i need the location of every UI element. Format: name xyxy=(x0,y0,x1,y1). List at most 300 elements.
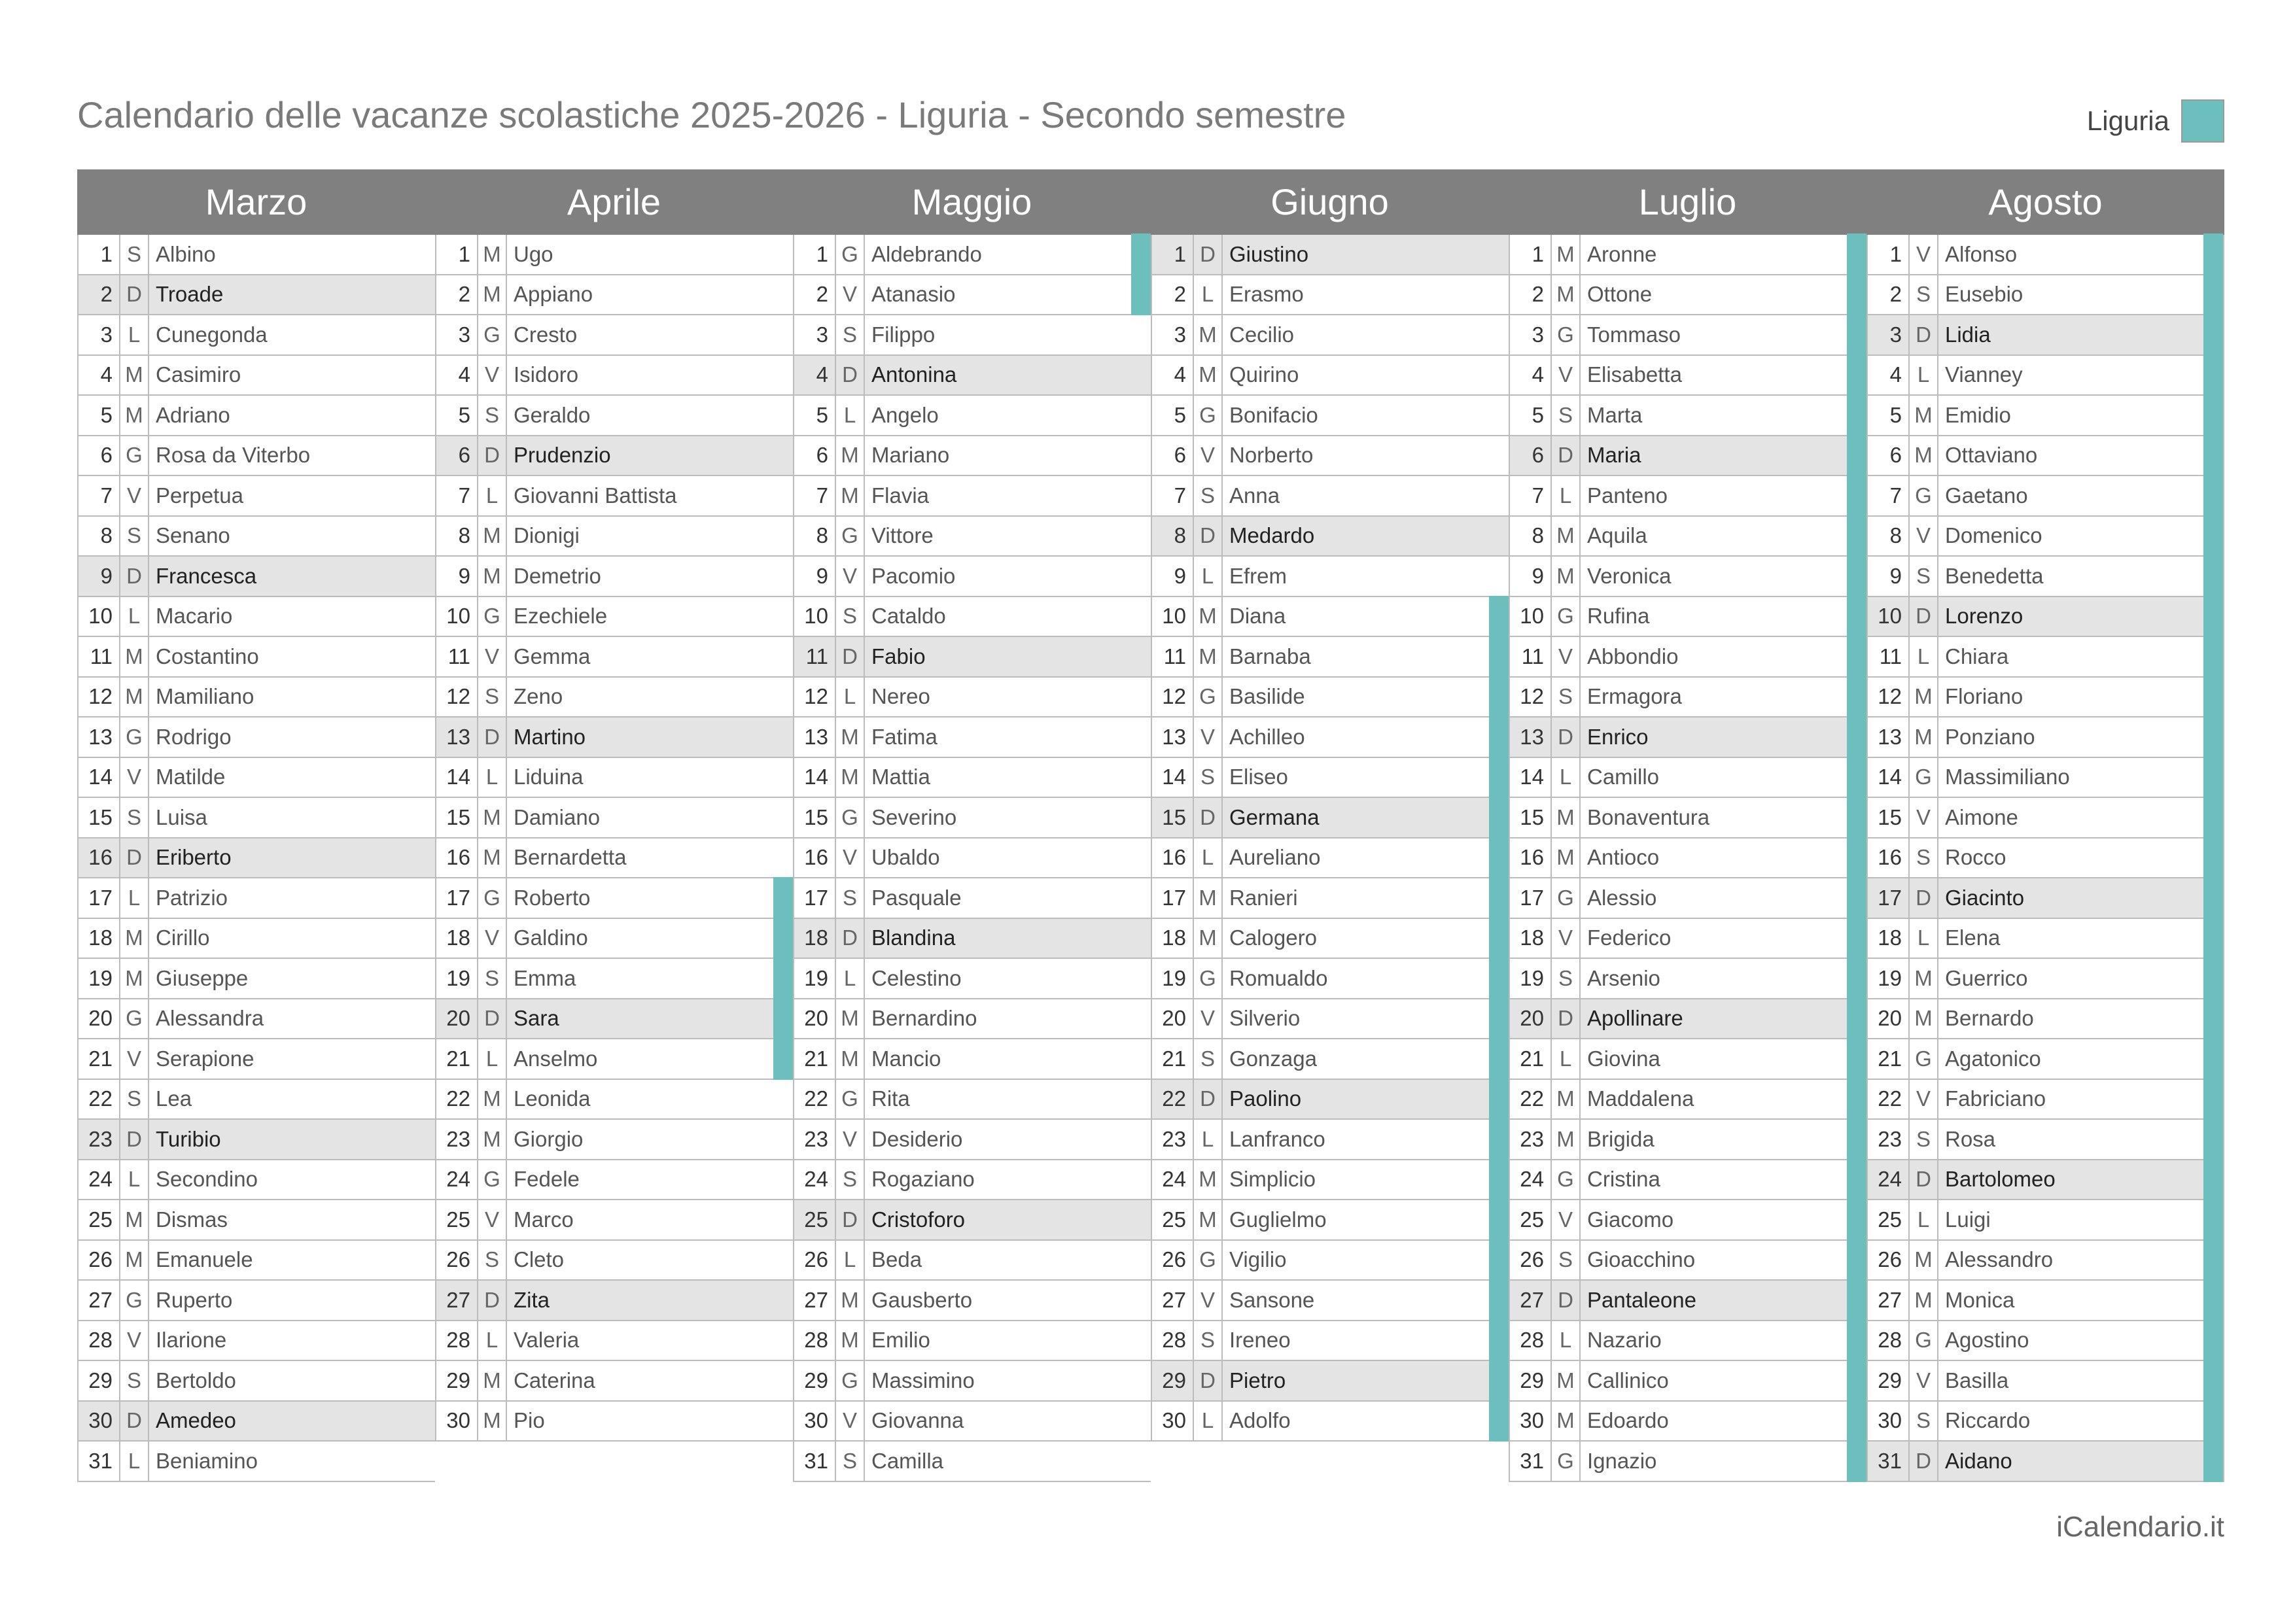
day-number: 21 xyxy=(794,1039,836,1079)
day-number: 17 xyxy=(1152,878,1194,918)
saint-name: Maria xyxy=(1587,443,1641,468)
day-row xyxy=(1151,1402,1509,1442)
calendar-grid xyxy=(77,169,2224,1482)
day-of-week: S xyxy=(120,1361,149,1400)
day-row xyxy=(1866,1321,2224,1362)
holiday-marker xyxy=(1847,394,1866,436)
day-number: 14 xyxy=(1868,758,1910,797)
holiday-marker xyxy=(2203,636,2223,678)
day-of-week: S xyxy=(1910,1120,1938,1159)
day-number: 12 xyxy=(1868,678,1910,717)
day-number: 29 xyxy=(1510,1361,1552,1400)
day-row xyxy=(1509,1241,1866,1281)
day-number: 28 xyxy=(794,1321,836,1360)
day-row xyxy=(793,356,1151,396)
day-row xyxy=(793,436,1151,477)
saint-name: Nereo xyxy=(871,684,930,709)
day-row xyxy=(1509,798,1866,838)
day-row xyxy=(435,758,793,799)
day-of-week: D xyxy=(478,436,507,475)
holiday-marker xyxy=(1847,314,1866,356)
day-number: 10 xyxy=(436,597,478,636)
day-number: 13 xyxy=(436,717,478,757)
day-row xyxy=(1151,476,1509,517)
day-number: 1 xyxy=(1152,235,1194,274)
holiday-marker xyxy=(1489,1118,1509,1160)
saint-name: Riccardo xyxy=(1945,1408,2031,1433)
saint-name: Cataldo xyxy=(871,604,946,629)
day-of-week: D xyxy=(120,1402,149,1441)
day-of-week: S xyxy=(1194,1039,1223,1079)
saint-name: Matilde xyxy=(156,765,226,789)
day-of-week: L xyxy=(836,678,865,717)
day-number: 2 xyxy=(436,275,478,315)
day-of-week: D xyxy=(1910,1442,1938,1481)
saint-name: Damiano xyxy=(514,804,601,829)
day-of-week: L xyxy=(478,1039,507,1079)
day-row xyxy=(1151,919,1509,959)
day-number: 25 xyxy=(79,1200,120,1239)
day-number: 24 xyxy=(1152,1160,1194,1200)
day-of-week: S xyxy=(478,678,507,717)
day-number: 11 xyxy=(1510,637,1552,676)
footer-brand[interactable]: iCalendario.it xyxy=(2056,1511,2224,1543)
day-number: 2 xyxy=(79,275,120,315)
day-row xyxy=(1866,1080,2224,1120)
day-number: 9 xyxy=(79,557,120,596)
day-of-week: G xyxy=(1194,396,1223,435)
day-row xyxy=(77,396,435,436)
day-number: 16 xyxy=(1510,838,1552,878)
day-row xyxy=(793,919,1151,959)
day-row xyxy=(1151,1200,1509,1241)
day-of-week: M xyxy=(1552,798,1581,837)
day-row xyxy=(1151,959,1509,999)
day-row xyxy=(1866,999,2224,1040)
saint-name: Bernardo xyxy=(1945,1006,2034,1031)
saint-name: Rogaziano xyxy=(871,1167,975,1192)
saint-name: Blandina xyxy=(871,925,956,950)
day-of-week: D xyxy=(836,356,865,395)
saint-name: Arsenio xyxy=(1587,965,1660,990)
day-number: 11 xyxy=(1152,637,1194,676)
day-row xyxy=(1151,999,1509,1040)
day-number: 22 xyxy=(436,1080,478,1119)
day-of-week: D xyxy=(1910,878,1938,918)
day-row xyxy=(77,1039,435,1080)
saint-name: Pio xyxy=(514,1408,545,1433)
day-number: 15 xyxy=(1510,798,1552,837)
day-number: 8 xyxy=(1510,517,1552,556)
saint-name: Filippo xyxy=(871,322,936,347)
holiday-marker xyxy=(2203,1038,2223,1080)
saint-name: Ponziano xyxy=(1945,724,2035,749)
month-column xyxy=(1866,169,2224,1482)
holiday-marker xyxy=(1489,716,1509,758)
day-row xyxy=(793,717,1151,758)
day-number: 12 xyxy=(1510,678,1552,717)
day-of-week: G xyxy=(478,1160,507,1200)
holiday-marker xyxy=(1847,676,1866,718)
saint-name: Alessandro xyxy=(1945,1247,2054,1272)
day-row xyxy=(435,396,793,436)
day-row xyxy=(1509,597,1866,638)
saint-name: Fatima xyxy=(871,724,937,749)
day-row xyxy=(1866,1361,2224,1402)
day-row xyxy=(77,1120,435,1160)
saint-name: Giovina xyxy=(1587,1046,1660,1071)
day-of-week: V xyxy=(1552,919,1581,958)
day-number: 4 xyxy=(1510,356,1552,395)
day-of-week: S xyxy=(1194,476,1223,515)
saint-name: Roberto xyxy=(514,885,591,910)
saint-name: Massimino xyxy=(871,1368,975,1392)
day-of-week: L xyxy=(1910,919,1938,958)
day-number: 21 xyxy=(1510,1039,1552,1079)
day-number: 14 xyxy=(436,758,478,797)
day-row xyxy=(1151,436,1509,477)
day-number: 12 xyxy=(79,678,120,717)
day-row xyxy=(77,476,435,517)
day-row xyxy=(435,1120,793,1160)
day-of-week: S xyxy=(1194,758,1223,797)
day-number: 22 xyxy=(79,1080,120,1119)
holiday-marker xyxy=(1489,596,1509,638)
holiday-marker xyxy=(2203,998,2223,1040)
day-number: 26 xyxy=(79,1241,120,1280)
saint-name: Zita xyxy=(514,1287,550,1312)
day-number: 24 xyxy=(1510,1160,1552,1200)
saint-name: Ezechiele xyxy=(514,604,608,629)
day-of-week: M xyxy=(836,1321,865,1360)
legend xyxy=(2087,99,2224,143)
day-row xyxy=(793,678,1151,718)
day-of-week: L xyxy=(1552,476,1581,515)
saint-name: Mancio xyxy=(871,1046,941,1071)
day-row xyxy=(435,1200,793,1241)
day-of-week: D xyxy=(1194,798,1223,837)
saint-name: Gausberto xyxy=(871,1287,973,1312)
day-of-week: V xyxy=(836,557,865,596)
saint-name: Secondino xyxy=(156,1167,258,1192)
saint-name: Lanfranco xyxy=(1229,1126,1325,1151)
saint-name: Ranieri xyxy=(1229,885,1298,910)
day-of-week: L xyxy=(1910,1200,1938,1239)
month-column xyxy=(1509,169,1866,1482)
day-row xyxy=(1866,1402,2224,1442)
day-of-week: M xyxy=(478,838,507,878)
day-row xyxy=(1151,798,1509,838)
day-number: 26 xyxy=(436,1241,478,1280)
day-row xyxy=(77,798,435,838)
holiday-marker xyxy=(1489,958,1509,999)
saint-name: Domenico xyxy=(1945,523,2042,548)
saint-name: Costantino xyxy=(156,644,259,668)
day-of-week: G xyxy=(1552,1442,1581,1481)
day-of-week: M xyxy=(1910,1281,1938,1320)
day-of-week: G xyxy=(120,1281,149,1320)
holiday-marker xyxy=(1847,877,1866,919)
day-of-week: M xyxy=(120,1241,149,1280)
month-column xyxy=(435,169,793,1482)
day-row xyxy=(1151,356,1509,396)
day-number: 27 xyxy=(79,1281,120,1320)
day-row xyxy=(1151,557,1509,597)
holiday-marker xyxy=(2203,1400,2223,1442)
day-number: 24 xyxy=(436,1160,478,1200)
day-of-week: L xyxy=(836,396,865,435)
day-row xyxy=(1866,476,2224,517)
day-of-week: V xyxy=(1910,1361,1938,1400)
day-row xyxy=(793,758,1151,799)
holiday-marker xyxy=(1847,354,1866,396)
saint-name: Angelo xyxy=(871,402,939,427)
saint-name: Veronica xyxy=(1587,563,1672,588)
day-of-week: L xyxy=(1910,637,1938,676)
day-row xyxy=(435,315,793,356)
holiday-marker xyxy=(2203,1118,2223,1160)
day-of-week: G xyxy=(120,717,149,757)
day-number: 3 xyxy=(436,315,478,354)
day-of-week: M xyxy=(836,476,865,515)
day-of-week: S xyxy=(1552,1241,1581,1280)
holiday-marker xyxy=(2203,394,2223,436)
day-of-week: V xyxy=(836,1402,865,1441)
day-row xyxy=(435,878,793,919)
saint-name: Pasquale xyxy=(871,885,962,910)
saint-name: Giovanna xyxy=(871,1408,964,1433)
day-row xyxy=(77,1442,435,1482)
day-of-week: L xyxy=(120,1160,149,1200)
day-row xyxy=(1151,838,1509,879)
saint-name: Agostino xyxy=(1945,1328,2029,1353)
saint-name: Apollinare xyxy=(1587,1006,1683,1031)
day-number: 15 xyxy=(794,798,836,837)
day-number: 30 xyxy=(1510,1402,1552,1441)
day-of-week: G xyxy=(1194,1241,1223,1280)
saint-name: Enrico xyxy=(1587,724,1649,749)
day-number: 27 xyxy=(436,1281,478,1320)
saint-name: Bernardetta xyxy=(514,845,627,870)
holiday-marker xyxy=(2203,1079,2223,1120)
saint-name: Eusebio xyxy=(1945,282,2023,307)
day-row xyxy=(793,798,1151,838)
day-number: 3 xyxy=(1152,315,1194,354)
saint-name: Anna xyxy=(1229,483,1280,508)
day-number: 9 xyxy=(1152,557,1194,596)
month-header: Aprile xyxy=(435,169,793,235)
saint-name: Amedeo xyxy=(156,1408,236,1433)
day-of-week: D xyxy=(120,275,149,315)
day-of-week: L xyxy=(1194,557,1223,596)
day-of-week: M xyxy=(1910,999,1938,1039)
day-number: 22 xyxy=(794,1080,836,1119)
day-of-week: M xyxy=(1552,1361,1581,1400)
saint-name: Aidano xyxy=(1945,1448,2012,1473)
saint-name: Aimone xyxy=(1945,804,2018,829)
day-row xyxy=(77,999,435,1040)
holiday-marker xyxy=(2203,958,2223,999)
day-row xyxy=(793,235,1151,275)
day-number: 19 xyxy=(1868,959,1910,998)
day-number: 20 xyxy=(1510,999,1552,1039)
day-row xyxy=(1509,436,1866,477)
day-number: 24 xyxy=(794,1160,836,1200)
saint-name: Calogero xyxy=(1229,925,1317,950)
saint-name: Severino xyxy=(871,804,957,829)
day-of-week: D xyxy=(1552,717,1581,757)
day-number: 28 xyxy=(79,1321,120,1360)
day-number: 20 xyxy=(1868,999,1910,1039)
day-number: 18 xyxy=(79,919,120,958)
day-number: 12 xyxy=(436,678,478,717)
saint-name: Rosa da Viterbo xyxy=(156,443,311,468)
day-number: 22 xyxy=(1152,1080,1194,1119)
day-row xyxy=(77,557,435,597)
holiday-marker xyxy=(1489,1320,1509,1362)
saint-name: Adriano xyxy=(156,402,230,427)
holiday-marker xyxy=(1489,797,1509,838)
day-number: 18 xyxy=(1868,919,1910,958)
holiday-marker xyxy=(1489,1079,1509,1120)
day-row xyxy=(77,959,435,999)
month-header: Agosto xyxy=(1866,169,2224,235)
day-number: 11 xyxy=(794,637,836,676)
day-row xyxy=(1151,275,1509,316)
day-of-week: S xyxy=(1552,396,1581,435)
saint-name: Eliseo xyxy=(1229,765,1288,789)
month-header: Marzo xyxy=(77,169,435,235)
holiday-marker xyxy=(1489,1159,1509,1201)
day-row xyxy=(793,275,1151,316)
day-of-week: L xyxy=(478,1321,507,1360)
day-of-week: V xyxy=(1194,436,1223,475)
day-number: 8 xyxy=(1868,517,1910,556)
day-row xyxy=(1866,315,2224,356)
day-row xyxy=(77,838,435,879)
saint-name: Marco xyxy=(514,1207,574,1232)
day-number: 25 xyxy=(436,1200,478,1239)
day-row xyxy=(1151,1160,1509,1201)
day-number: 15 xyxy=(1152,798,1194,837)
saint-name: Anselmo xyxy=(514,1046,598,1071)
empty-cell xyxy=(1151,1442,1509,1482)
saint-name: Atanasio xyxy=(871,282,956,307)
holiday-marker xyxy=(1489,1279,1509,1321)
day-row xyxy=(1509,315,1866,356)
holiday-marker xyxy=(1847,837,1866,879)
saint-name: Gemma xyxy=(514,644,591,668)
saint-name: Sara xyxy=(514,1006,559,1031)
day-number: 21 xyxy=(1868,1039,1910,1079)
day-of-week: D xyxy=(836,637,865,676)
day-of-week: D xyxy=(120,838,149,878)
day-number: 8 xyxy=(794,517,836,556)
day-row xyxy=(1509,1080,1866,1120)
day-of-week: L xyxy=(120,1442,149,1481)
day-of-week: V xyxy=(1194,1281,1223,1320)
saint-name: Tommaso xyxy=(1587,322,1681,347)
saint-name: Beniamino xyxy=(156,1448,258,1473)
day-row xyxy=(435,1080,793,1120)
saint-name: Bonifacio xyxy=(1229,402,1318,427)
day-number: 4 xyxy=(794,356,836,395)
day-number: 27 xyxy=(1152,1281,1194,1320)
day-number: 8 xyxy=(1152,517,1194,556)
day-number: 1 xyxy=(1510,235,1552,274)
day-row xyxy=(793,1160,1151,1201)
day-row xyxy=(435,919,793,959)
day-of-week: L xyxy=(1910,356,1938,395)
day-of-week: L xyxy=(836,1241,865,1280)
day-row xyxy=(1151,1361,1509,1402)
day-number: 24 xyxy=(1868,1160,1910,1200)
holiday-marker xyxy=(773,918,793,959)
day-row xyxy=(1866,436,2224,477)
day-of-week: M xyxy=(478,1080,507,1119)
day-row xyxy=(1866,275,2224,316)
day-of-week: V xyxy=(478,919,507,958)
day-row xyxy=(435,1321,793,1362)
holiday-marker xyxy=(1847,1239,1866,1281)
day-row xyxy=(793,597,1151,638)
day-row xyxy=(435,999,793,1040)
day-number: 29 xyxy=(436,1361,478,1400)
day-number: 10 xyxy=(1152,597,1194,636)
holiday-marker xyxy=(1847,1360,1866,1402)
day-row xyxy=(793,1361,1151,1402)
saint-name: Benedetta xyxy=(1945,563,2044,588)
day-number: 1 xyxy=(794,235,836,274)
day-of-week: M xyxy=(478,1361,507,1400)
holiday-marker xyxy=(1489,1199,1509,1241)
day-number: 29 xyxy=(79,1361,120,1400)
day-of-week: S xyxy=(1910,557,1938,596)
day-of-week: D xyxy=(1910,315,1938,354)
saint-name: Ottone xyxy=(1587,282,1653,307)
day-of-week: D xyxy=(1194,517,1223,556)
saint-name: Gaetano xyxy=(1945,483,2028,508)
day-number: 1 xyxy=(1868,235,1910,274)
holiday-marker xyxy=(2203,1279,2223,1321)
day-of-week: V xyxy=(478,356,507,395)
day-of-week: M xyxy=(1910,396,1938,435)
day-of-week: L xyxy=(478,476,507,515)
day-number: 4 xyxy=(79,356,120,395)
day-row xyxy=(1151,717,1509,758)
saint-name: Edoardo xyxy=(1587,1408,1669,1433)
holiday-marker xyxy=(1847,1279,1866,1321)
day-number: 14 xyxy=(79,758,120,797)
saint-name: Zeno xyxy=(514,684,563,709)
day-row xyxy=(1151,678,1509,718)
holiday-marker xyxy=(2203,757,2223,799)
day-number: 22 xyxy=(1868,1080,1910,1119)
day-of-week: G xyxy=(1194,678,1223,717)
day-row xyxy=(793,1321,1151,1362)
day-of-week: G xyxy=(1910,1039,1938,1079)
day-row xyxy=(1866,557,2224,597)
day-row xyxy=(77,1200,435,1241)
day-number: 30 xyxy=(436,1402,478,1441)
saint-name: Emilio xyxy=(871,1328,930,1353)
saint-name: Emma xyxy=(514,965,576,990)
day-number: 15 xyxy=(79,798,120,837)
day-of-week: L xyxy=(1552,1321,1581,1360)
day-of-week: G xyxy=(1910,1321,1938,1360)
month-header: Giugno xyxy=(1151,169,1509,235)
day-row xyxy=(793,1200,1151,1241)
